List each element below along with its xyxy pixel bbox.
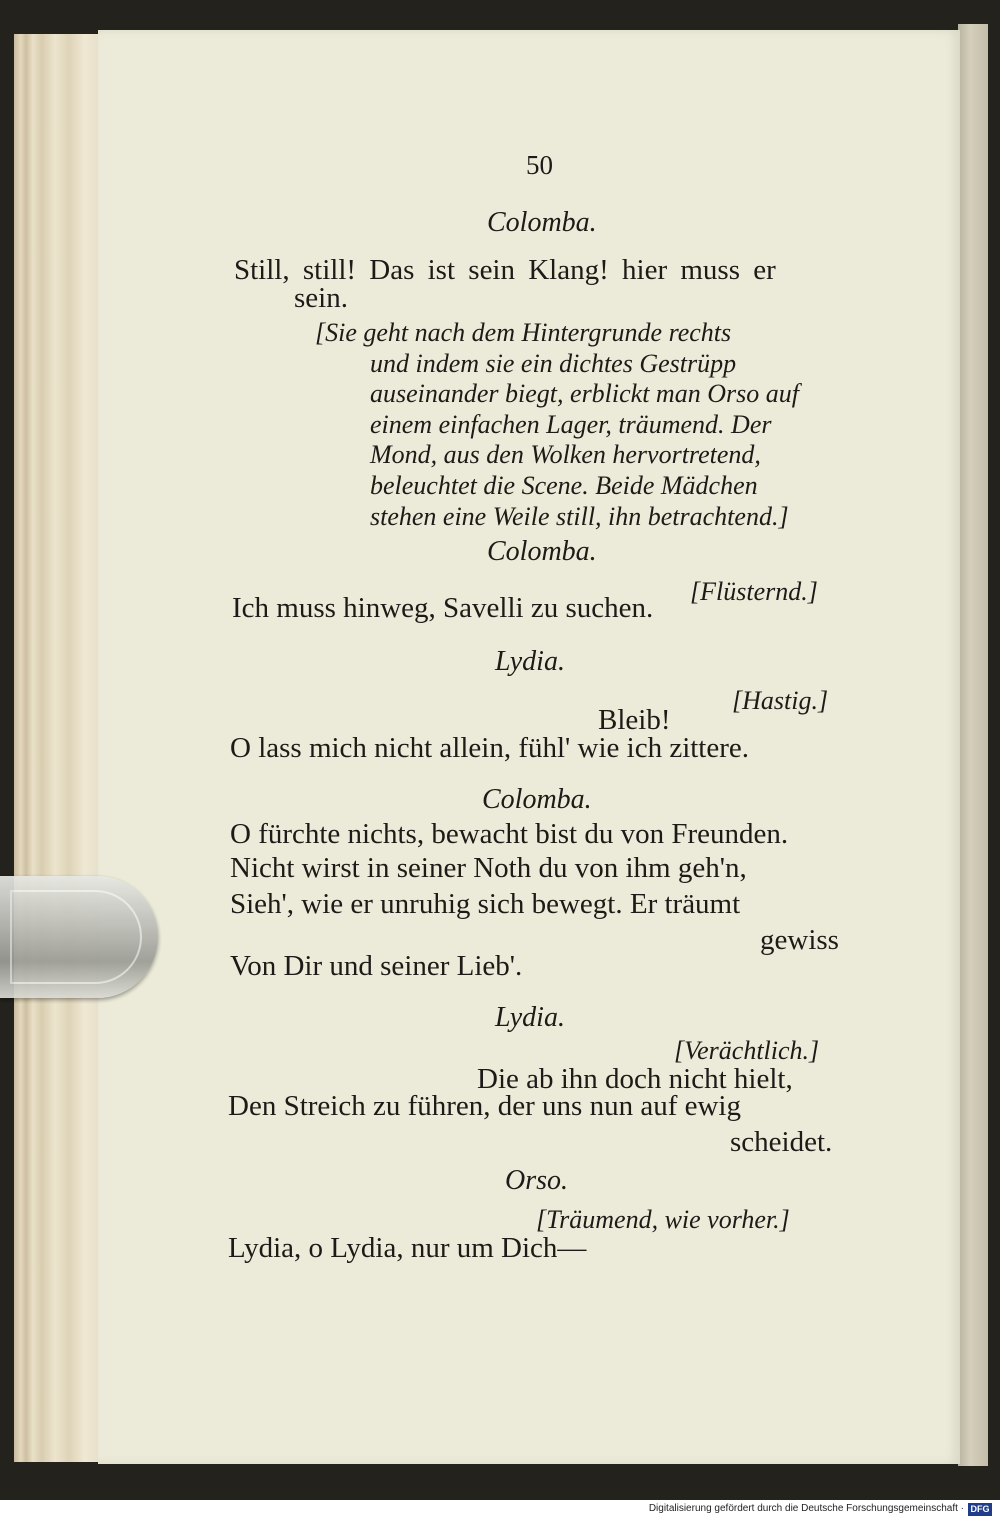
verse-line: sein. (294, 282, 348, 314)
dfg-logo-icon: DFG (968, 1503, 992, 1516)
clip-highlight (10, 890, 142, 984)
stage-direction-line: einem einfachen Lager, träumend. Der (370, 409, 772, 439)
verse-line: Sieh', wie er unruhig sich bewegt. Er träumt (230, 888, 741, 920)
speaker-lydia-1: Lydia. (495, 646, 565, 677)
page-number: 50 (526, 150, 553, 180)
speaker-colomba-2: Colomba. (487, 536, 597, 567)
verse-line: Die ab ihn doch nicht hielt, (477, 1063, 793, 1095)
verse-line: Lydia, o Lydia, nur um Dich— (228, 1232, 587, 1264)
stage-direction: [Hastig.] (732, 686, 829, 715)
speaker-colomba-3: Colomba. (482, 784, 592, 815)
stage-direction-line: stehen eine Weile still, ihn betrachtend.] (370, 501, 789, 531)
adjacent-page-edge (958, 24, 988, 1466)
stage-direction-line: [Sie geht nach dem Hintergrunde rechts (315, 318, 732, 347)
stage-direction-line: beleuchtet die Scene. Beide Mädchen (370, 470, 758, 500)
stage-direction: [Träumend, wie vorher.] (536, 1205, 790, 1234)
verse-line: Den Streich zu führen, der uns nun auf ewig (228, 1090, 741, 1122)
verse-line: Ich muss hinweg, Savelli zu suchen. (232, 592, 654, 624)
stage-direction: [Flüsternd.] (690, 577, 818, 606)
speaker-colomba-1: Colomba. (487, 207, 597, 238)
verse-line: Nicht wirst in seiner Noth du von ihm geh'n, (230, 852, 747, 884)
verse-line: O fürchte nichts, bewacht bist du von Freunden. (230, 818, 789, 850)
stage-direction-line: auseinander biegt, erblickt man Orso auf (370, 379, 799, 409)
glass-page-clip (0, 876, 158, 998)
verse-line-continuation: scheidet. (730, 1126, 833, 1158)
stage-direction-block (315, 318, 855, 532)
stage-direction-line: Mond, aus den Wolken hervortretend, (370, 440, 761, 470)
funding-notice: Digitalisierung gefördert durch die Deutsche Forschungsgemeinschaft · (648, 1503, 964, 1514)
verse-line: O lass mich nicht allein, fühl' wie ich zittere. (230, 732, 750, 764)
verse-line-continuation: gewiss (760, 924, 839, 956)
speaker-lydia-2: Lydia. (495, 1002, 565, 1033)
footer-bar (0, 1500, 1000, 1520)
stage-direction: [Verächtlich.] (674, 1036, 820, 1065)
stage-direction-line: und indem sie ein dichtes Gestrüpp (370, 348, 737, 378)
page-edges (14, 34, 100, 1462)
verse-line: Von Dir und seiner Lieb'. (230, 950, 523, 982)
verse-line: Bleib! (598, 704, 671, 736)
verse-line: Still, still! Das ist sein Klang! hier muss er (234, 254, 776, 286)
speaker-orso: Orso. (505, 1165, 569, 1196)
